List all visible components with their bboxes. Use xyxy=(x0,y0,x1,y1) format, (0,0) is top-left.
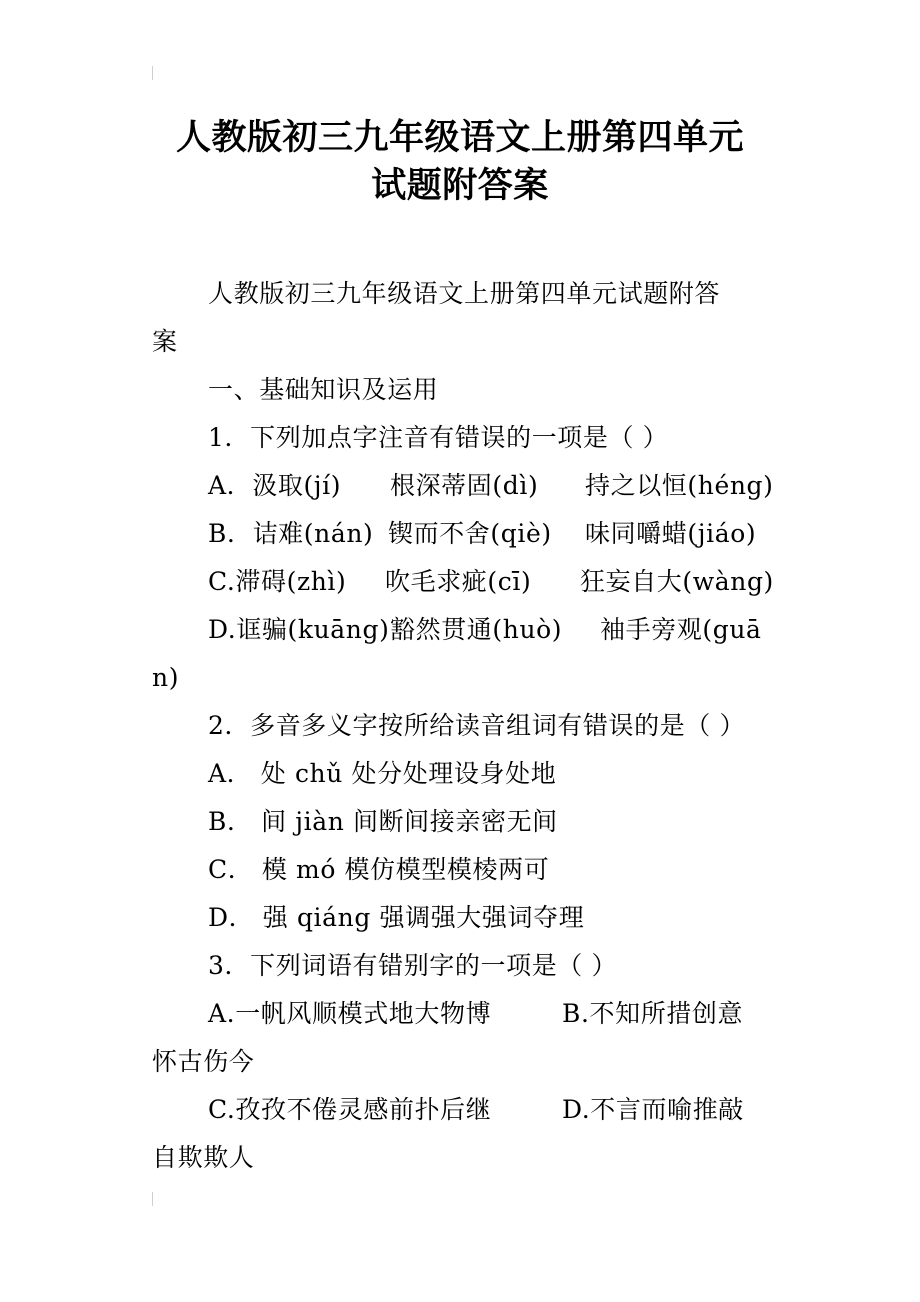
corner-crop-mark xyxy=(152,1192,157,1206)
option-part: D.不言而喻推敲 xyxy=(562,1095,744,1124)
question-2-option-b: B． 间 jiàn 间断间接亲密无间 xyxy=(208,807,558,836)
option-part: 吹毛求疵(cī) xyxy=(385,567,532,596)
section-heading: 一、基础知识及运用 xyxy=(208,375,439,404)
question-1-option-d-continuation: n) xyxy=(152,663,180,692)
question-3-stem: 3．下列词语有错别字的一项是（ ） xyxy=(208,951,618,980)
document-title-line-1: 人教版初三九年级语文上册第四单元 xyxy=(175,118,744,158)
question-3-options-cd xyxy=(0,1090,920,1130)
option-part: 豁然贯通(huò) xyxy=(390,615,563,644)
option-part: 味同嚼蜡(jiáo) xyxy=(585,519,757,548)
corner-crop-mark xyxy=(152,66,157,80)
intro-paragraph: 人教版初三九年级语文上册第四单元试题附答 xyxy=(208,279,721,308)
question-3-options-ab-continuation: 怀古伤今 xyxy=(152,1047,255,1076)
question-1-option-d xyxy=(0,610,920,650)
option-part: 狂妄自大(wàng) xyxy=(580,567,774,596)
question-2-option-a: A． 处 chǔ 处分处理设身处地 xyxy=(208,759,557,788)
question-1-option-a xyxy=(0,466,920,506)
intro-paragraph-continuation: 案 xyxy=(152,327,178,356)
option-part: C.滞碍(zhì) xyxy=(208,567,347,596)
option-part: 根深蒂固(dì) xyxy=(390,471,539,500)
question-3-options-ab xyxy=(0,994,920,1034)
option-part: 袖手旁观(guā xyxy=(600,615,762,644)
document-title-line-2: 试题附答案 xyxy=(371,166,549,206)
option-part: A．汲取(jí) xyxy=(208,471,342,500)
question-1-option-c xyxy=(0,562,920,602)
question-1-stem: 1．下列加点字注音有错误的一项是（ ） xyxy=(208,423,669,452)
option-part: D.诓骗(kuāng) xyxy=(208,615,390,644)
question-2-option-c: C． 模 mó 模仿模型模棱两可 xyxy=(208,855,550,884)
option-part: B.不知所措创意 xyxy=(562,999,744,1028)
question-3-options-cd-continuation: 自欺欺人 xyxy=(152,1143,255,1172)
option-part: 锲而不舍(qiè) xyxy=(388,519,552,548)
question-2-stem: 2．多音多义字按所给读音组词有错误的是（ ） xyxy=(208,711,746,740)
option-part: 持之以恒(héng) xyxy=(585,471,774,500)
option-part: A.一帆风顺模式地大物博 xyxy=(208,999,492,1028)
question-1-option-b xyxy=(0,514,920,554)
option-part: B．诘难(nán) xyxy=(208,519,374,548)
question-2-option-d: D． 强 qiáng 强调强大强词夺理 xyxy=(208,903,585,932)
option-part: C.孜孜不倦灵感前扑后继 xyxy=(208,1095,492,1124)
